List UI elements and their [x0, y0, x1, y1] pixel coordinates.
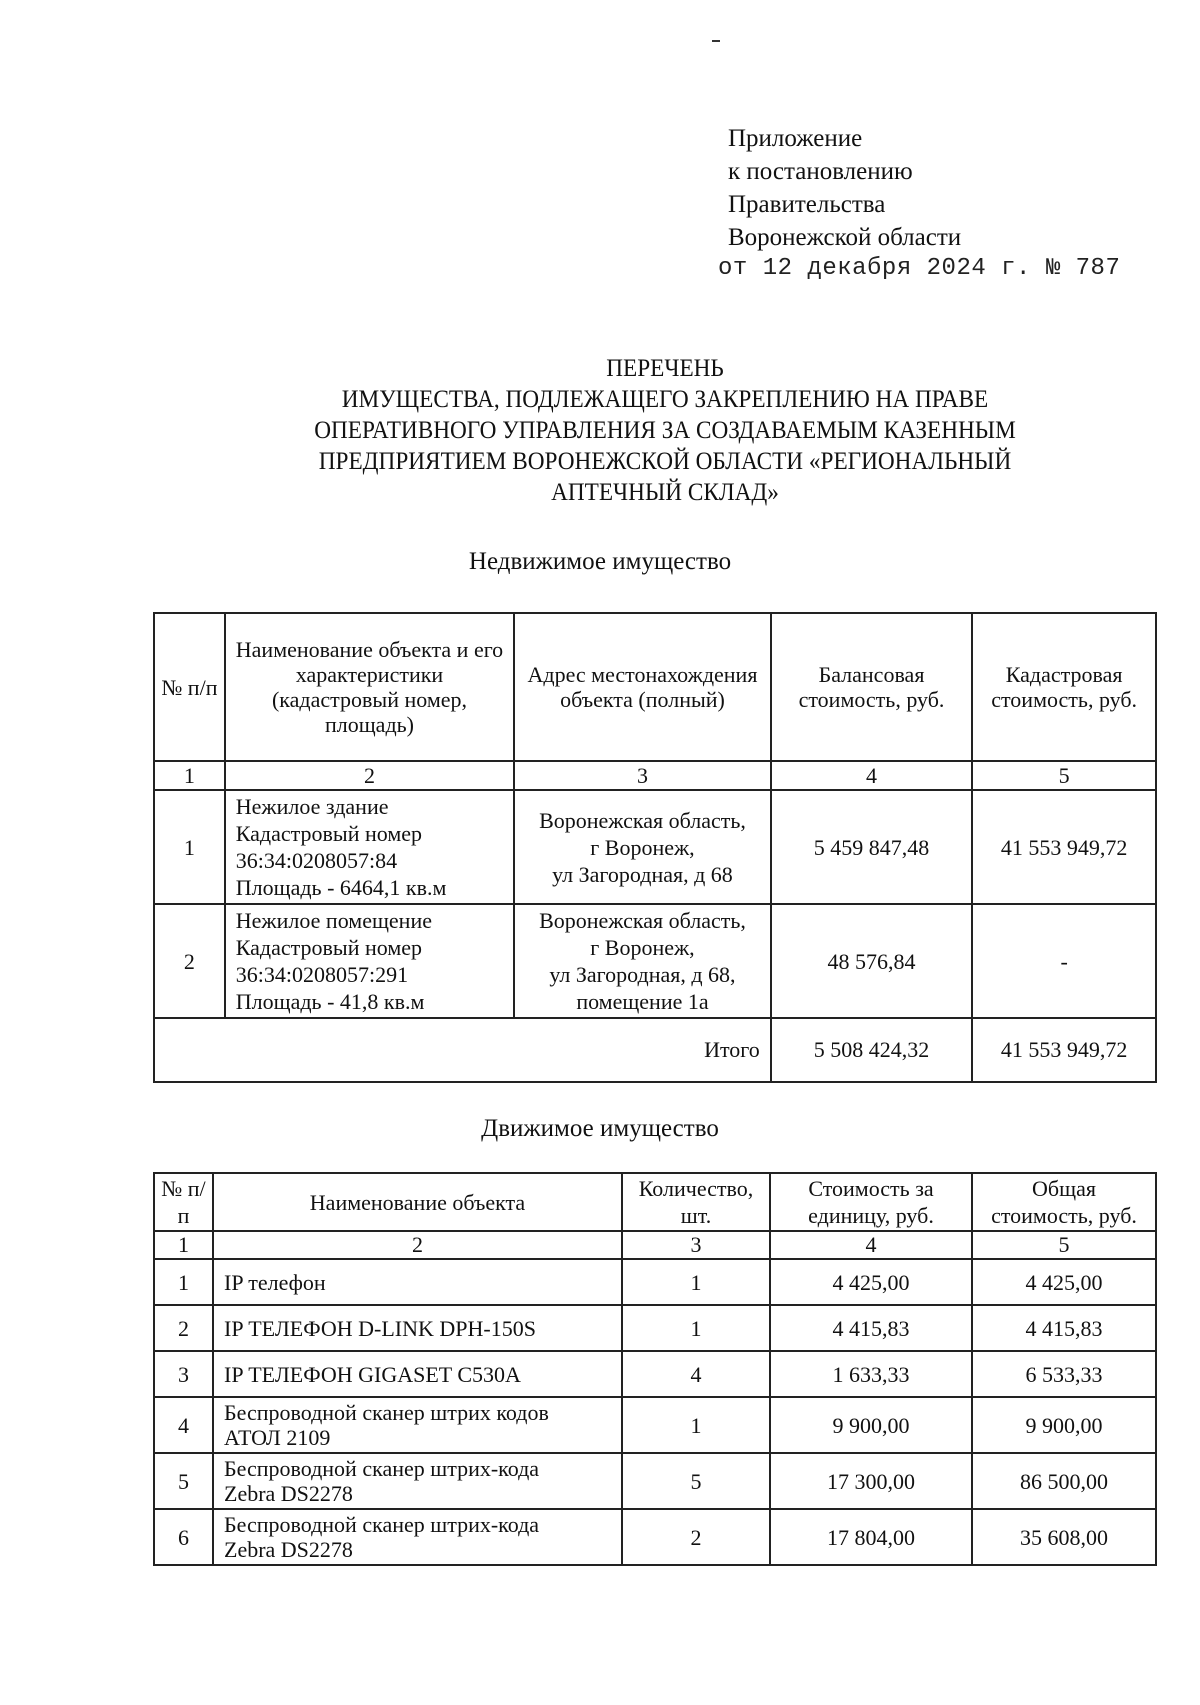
column-number: 5 [972, 761, 1156, 790]
unit-price: 1 633,33 [770, 1351, 972, 1397]
object-name [225, 904, 514, 1018]
quantity: 1 [622, 1305, 770, 1351]
appendix-line: к постановлению [728, 158, 913, 185]
quantity: 1 [622, 1259, 770, 1305]
address-line: помещение 1а [576, 989, 709, 1014]
appendix-header [718, 122, 1121, 284]
total-price: 9 900,00 [972, 1397, 1156, 1453]
object-name: Беспроводной сканер штрих кодов АТОЛ 2109 [213, 1397, 622, 1453]
address-line: г Воронеж, [590, 935, 695, 960]
column-number: 2 [225, 761, 514, 790]
quantity: 2 [622, 1509, 770, 1565]
table-header-row [154, 613, 1156, 761]
address-line: ул Загородная, д 68 [552, 861, 733, 887]
row-number: 1 [154, 1259, 213, 1305]
movable-section-title: Движимое имущество [481, 1115, 719, 1142]
unit-price: 4 415,83 [770, 1305, 972, 1351]
real-estate-table [153, 612, 1157, 1083]
header-cadastral-value: Кадастровая стоимость, руб. [972, 613, 1156, 761]
row-number: 1 [154, 790, 225, 904]
column-number: 4 [770, 1231, 972, 1259]
header-number: № п/п [154, 613, 225, 761]
column-number: 3 [514, 761, 771, 790]
total-balance-value: 5 508 424,32 [771, 1018, 973, 1082]
object-name [225, 790, 514, 904]
document-title [233, 353, 1098, 508]
total-price: 35 608,00 [972, 1509, 1156, 1565]
row-number: 4 [154, 1397, 213, 1453]
cadastral-value: 41 553 949,72 [972, 790, 1156, 904]
header-name: Наименование объекта [213, 1173, 622, 1231]
object-name-line: Нежилое здание [235, 794, 389, 819]
cadastral-value: - [972, 904, 1156, 1018]
total-price: 4 415,83 [972, 1305, 1156, 1351]
object-name: IP телефон [213, 1259, 622, 1305]
movable-property-table [153, 1172, 1157, 1566]
object-name-line: Нежилое помещение [235, 908, 432, 933]
header-name: Наименование объекта и его характеристики (кадастровый номер, площадь) [225, 613, 514, 761]
unit-price: 17 300,00 [770, 1453, 972, 1509]
header-quantity: Количество, шт. [622, 1173, 770, 1231]
address-line: Воронежская область, [539, 807, 746, 833]
table-row [154, 1397, 1156, 1453]
column-number: 4 [771, 761, 973, 790]
row-number: 2 [154, 1305, 213, 1351]
header-unit-price: Стоимость за единицу, руб. [770, 1173, 972, 1231]
object-name-line: Площадь - 6464,1 кв.м [235, 875, 447, 900]
scan-mark [712, 40, 720, 42]
total-label: Итого [154, 1018, 771, 1082]
object-name: Беспроводной сканер штрих-кода Zebra DS2278 [213, 1453, 622, 1509]
column-number: 1 [154, 1231, 213, 1259]
appendix-line: Приложение [728, 125, 863, 152]
quantity: 4 [622, 1351, 770, 1397]
title-line: АПТЕЧНЫЙ СКЛАД» [551, 479, 779, 506]
unit-price: 9 900,00 [770, 1397, 972, 1453]
title-line: ОПЕРАТИВНОГО УПРАВЛЕНИЯ ЗА СОЗДАВАЕМЫМ КАЗЕННЫМ [314, 417, 1016, 444]
row-number: 2 [154, 904, 225, 1018]
table-row [154, 1305, 1156, 1351]
real-estate-section-title: Недвижимое имущество [468, 548, 732, 575]
address-line: ул Загородная, д 68, [549, 962, 736, 987]
table-row [154, 904, 1156, 1018]
total-price: 86 500,00 [972, 1453, 1156, 1509]
header-total-price: Общая стоимость, руб. [972, 1173, 1156, 1231]
object-name: IP ТЕЛЕФОН D-LINK DPH-150S [213, 1305, 622, 1351]
title-line: ПЕРЕЧЕНЬ [606, 355, 724, 382]
object-name: IP ТЕЛЕФОН GIGASET C530A [213, 1351, 622, 1397]
object-name-line: Кадастровый номер [235, 821, 423, 846]
total-row [154, 1018, 1156, 1082]
table-header-row [154, 1173, 1156, 1231]
row-number: 5 [154, 1453, 213, 1509]
quantity: 5 [622, 1453, 770, 1509]
object-name-line: Площадь - 41,8 кв.м [235, 989, 425, 1014]
table-row [154, 790, 1156, 904]
object-name: Беспроводной сканер штрих-кода Zebra DS2278 [213, 1509, 622, 1565]
column-number: 5 [972, 1231, 1156, 1259]
table-row [154, 1453, 1156, 1509]
column-number: 1 [154, 761, 225, 790]
total-cadastral-value: 41 553 949,72 [972, 1018, 1156, 1082]
header-address: Адрес местонахождения объекта (полный) [514, 613, 771, 761]
resolution-date: от 12 декабря 2024 г. № 787 [718, 255, 1121, 282]
object-name-line: 36:34:0208057:291 [235, 962, 409, 987]
unit-price: 4 425,00 [770, 1259, 972, 1305]
unit-price: 17 804,00 [770, 1509, 972, 1565]
column-number: 2 [213, 1231, 622, 1259]
column-number-row [154, 761, 1156, 790]
column-number: 3 [622, 1231, 770, 1259]
total-price: 6 533,33 [972, 1351, 1156, 1397]
row-number: 3 [154, 1351, 213, 1397]
total-price: 4 425,00 [972, 1259, 1156, 1305]
object-name-line: Кадастровый номер [235, 935, 423, 960]
table-row [154, 1509, 1156, 1565]
quantity: 1 [622, 1397, 770, 1453]
object-address [514, 904, 771, 1018]
column-number-row [154, 1231, 1156, 1259]
balance-value: 48 576,84 [771, 904, 973, 1018]
header-number: № п/п [154, 1173, 213, 1231]
balance-value: 5 459 847,48 [771, 790, 973, 904]
appendix-line: Воронежской области [728, 224, 962, 251]
row-number: 6 [154, 1509, 213, 1565]
object-name-line: 36:34:0208057:84 [235, 848, 398, 873]
appendix-line: Правительства [728, 191, 886, 218]
table-row [154, 1259, 1156, 1305]
address-line: г Воронеж, [590, 834, 695, 860]
header-balance-value: Балансовая стоимость, руб. [771, 613, 973, 761]
title-line: ИМУЩЕСТВА, ПОДЛЕЖАЩЕГО ЗАКРЕПЛЕНИЮ НА ПРАВЕ [341, 386, 989, 413]
title-line: ПРЕДПРИЯТИЕМ ВОРОНЕЖСКОЙ ОБЛАСТИ «РЕГИОНАЛЬНЫЙ [318, 448, 1012, 475]
object-address [514, 790, 771, 904]
table-row [154, 1351, 1156, 1397]
address-line: Воронежская область, [539, 908, 746, 933]
